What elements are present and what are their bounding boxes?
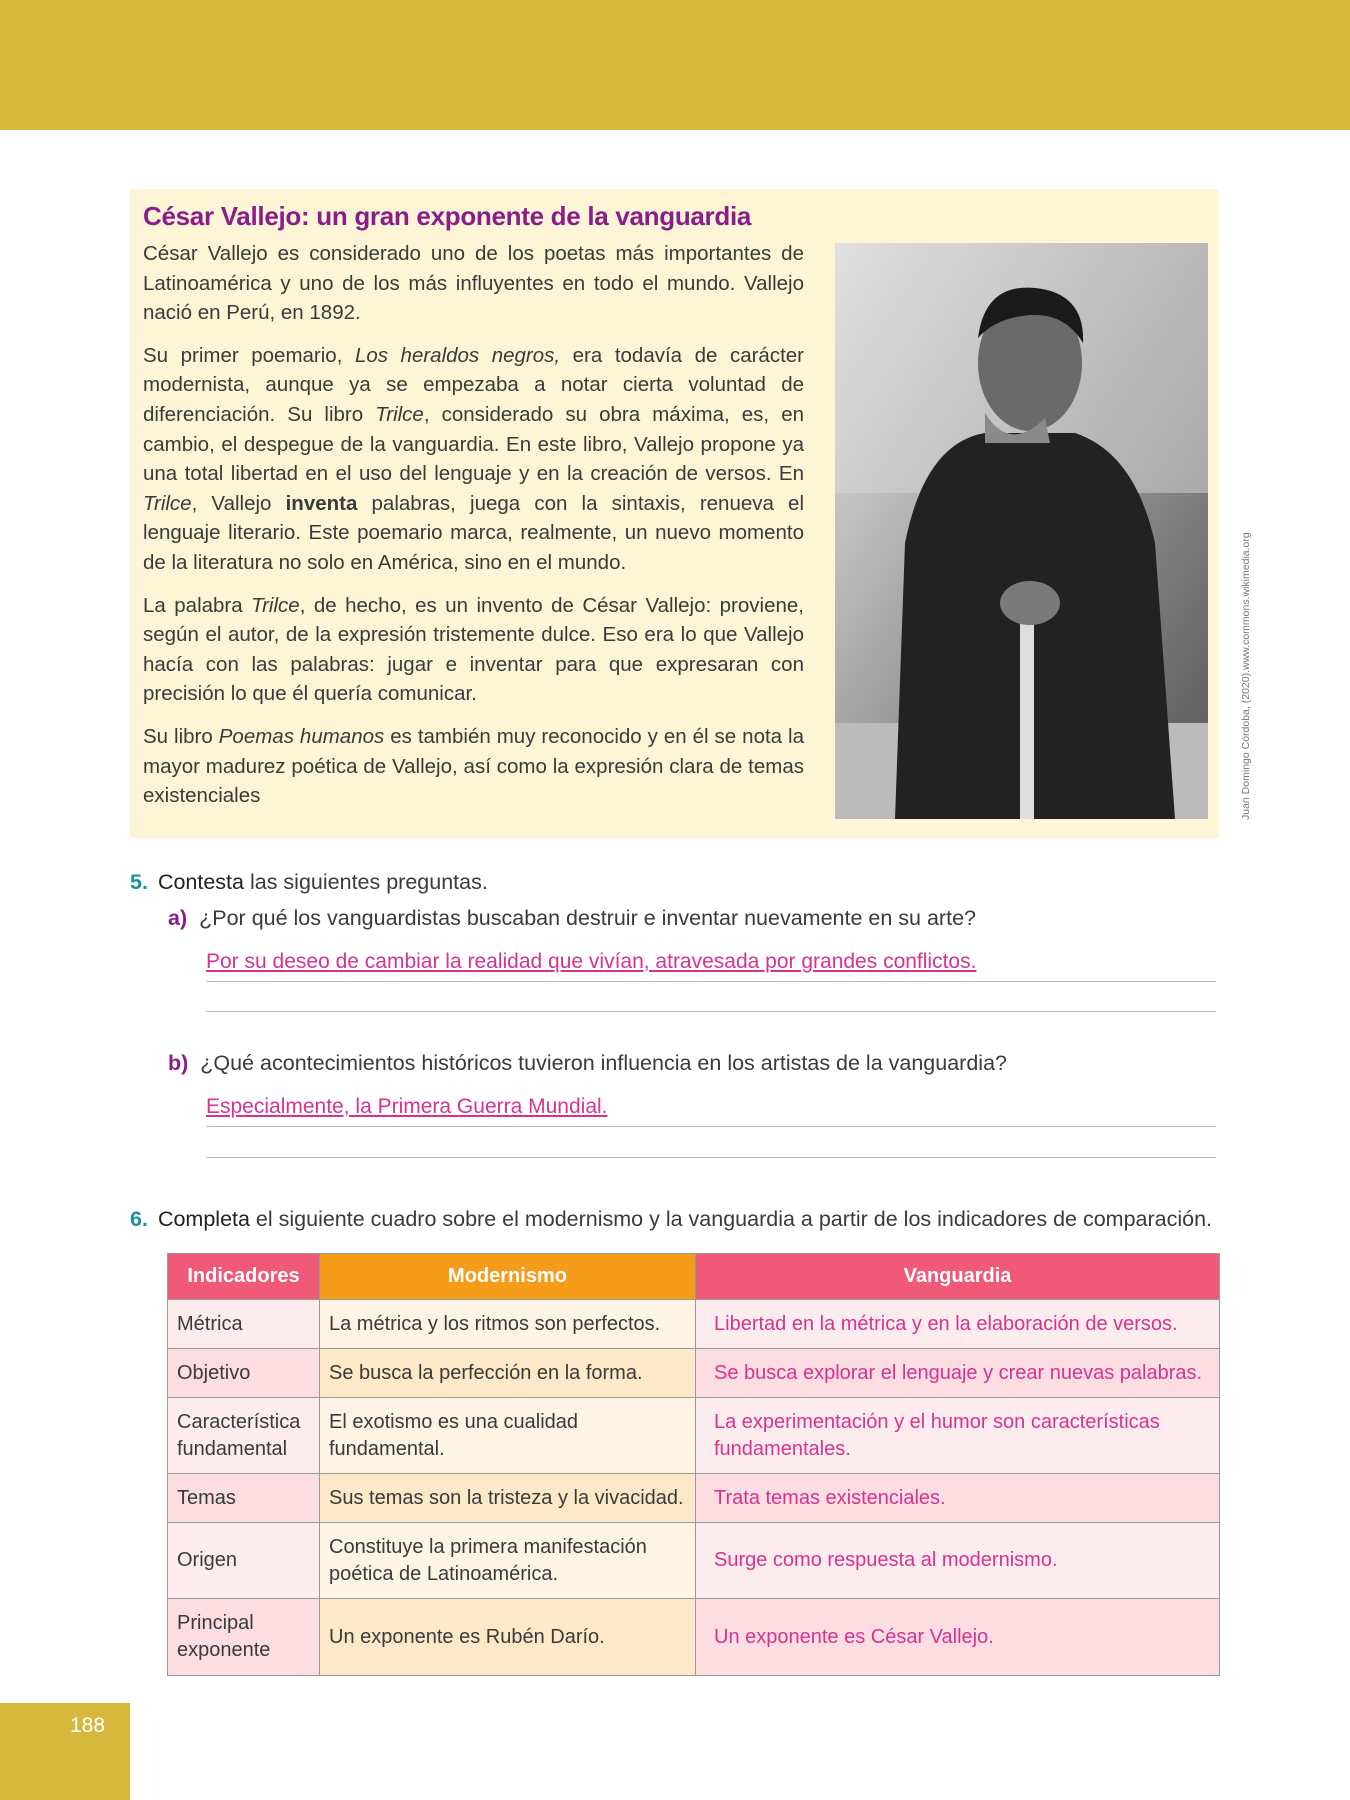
question-5a: a) ¿Por qué los vanguardistas buscaban destruir e inventar nuevamente en su arte? <box>168 906 976 930</box>
comparison-table <box>167 1253 1220 1676</box>
indicator-cell: Origen <box>168 1523 320 1599</box>
indicator-cell: Objetivo <box>168 1349 320 1398</box>
header-vanguardia: Vanguardia <box>696 1254 1220 1300</box>
indicator-cell: Temas <box>168 1474 320 1523</box>
info-text <box>143 239 804 824</box>
cesar-vallejo-photo <box>835 243 1208 819</box>
question-5: 5. Contesta las siguientes preguntas. <box>130 870 488 894</box>
indicator-cell: Principal exponente <box>168 1599 320 1676</box>
page-number: 188 <box>70 1714 106 1737</box>
modernismo-cell: Constituye la primera manifestación poética de Latinoamérica. <box>320 1523 696 1599</box>
answer-5a-line-2[interactable] <box>206 1011 1216 1012</box>
question-6: 6. Completa el siguiente cuadro sobre el modernismo y la vanguardia a partir de los indicadores de comparación. <box>130 1207 1213 1231</box>
paragraph-3: La palabra Trilce, de hecho, es un invento de César Vallejo: proviene, según el autor, de la expresión tristemente dulce. Eso era lo que Vallejo hacía con las palabras: jugar e inventar para que expresaran con precisión lo que él quería comunicar. <box>143 593 804 706</box>
indicator-cell: Métrica <box>168 1300 320 1349</box>
paragraph-4: Su libro Poemas humanos es también muy reconocido y en él se nota la mayor madurez poética de Vallejo, así como la expresión clara de temas existenciales <box>143 724 804 808</box>
table-row <box>168 1474 1220 1523</box>
answer-5b-field[interactable]: Especialmente, la Primera Guerra Mundial. <box>206 1095 1216 1127</box>
modernismo-cell: Un exponente es Rubén Darío. <box>320 1599 696 1676</box>
header-band <box>0 0 1350 130</box>
header-indicadores: Indicadores <box>168 1254 320 1300</box>
table-header-row <box>168 1254 1220 1300</box>
answer-5a-field[interactable]: Por su deseo de cambiar la realidad que vivían, atravesada por grandes conflictos. <box>206 950 1216 982</box>
page-number-box <box>0 1703 130 1800</box>
answer-5b-line-2[interactable] <box>206 1157 1216 1158</box>
modernismo-cell: Sus temas son la tristeza y la vivacidad. <box>320 1474 696 1523</box>
modernismo-cell: El exotismo es una cualidad fundamental. <box>320 1398 696 1474</box>
vanguardia-cell[interactable]: La experimentación y el humor son características fundamentales. <box>696 1398 1220 1474</box>
table-row <box>168 1599 1220 1676</box>
info-title: César Vallejo: un gran exponente de la vanguardia <box>143 201 752 231</box>
table-row <box>168 1300 1220 1349</box>
vanguardia-cell[interactable]: Se busca explorar el lenguaje y crear nuevas palabras. <box>696 1349 1220 1398</box>
vanguardia-cell[interactable]: Trata temas existenciales. <box>696 1474 1220 1523</box>
vanguardia-cell[interactable]: Libertad en la métrica y en la elaboración de versos. <box>696 1300 1220 1349</box>
table-row <box>168 1349 1220 1398</box>
paragraph-1: César Vallejo es considerado uno de los poetas más importantes de Latinoamérica y uno de los más influyentes en todo el mundo. Vallejo nació en Perú, en 1892. <box>143 242 804 325</box>
modernismo-cell: La métrica y los ritmos son perfectos. <box>320 1300 696 1349</box>
photo-credit: Juan Domingo Córdoba, (2020).www.commons.wikimedia.org <box>1240 532 1252 820</box>
table-row <box>168 1398 1220 1474</box>
indicator-cell: Característica fundamental <box>168 1398 320 1474</box>
vanguardia-cell[interactable]: Un exponente es César Vallejo. <box>696 1599 1220 1676</box>
modernismo-cell: Se busca la perfección en la forma. <box>320 1349 696 1398</box>
paragraph-2: Su primer poemario, Los heraldos negros, era todavía de carácter modernista, aunque ya se empezaba a notar cierta voluntad de diferenciación. Su libro Trilce, considerado su obra máxima, es, en cambio, el despegue de la vanguardia. En este libro, Vallejo propone ya una total libertad en el uso del lenguaje y en la creación de versos. En Trilce, Vallejo inventa palabras, juega con la sintaxis, renueva el lenguaje literario. Este poemario marca, realmente, un nuevo momento de la literatura no solo en América, sino en el mundo. <box>143 343 804 574</box>
question-5b: b) ¿Qué acontecimientos históricos tuvieron influencia en los artistas de la vanguardia? <box>168 1051 1007 1075</box>
vanguardia-cell[interactable]: Surge como respuesta al modernismo. <box>696 1523 1220 1599</box>
table-row <box>168 1523 1220 1599</box>
header-modernismo: Modernismo <box>320 1254 696 1300</box>
